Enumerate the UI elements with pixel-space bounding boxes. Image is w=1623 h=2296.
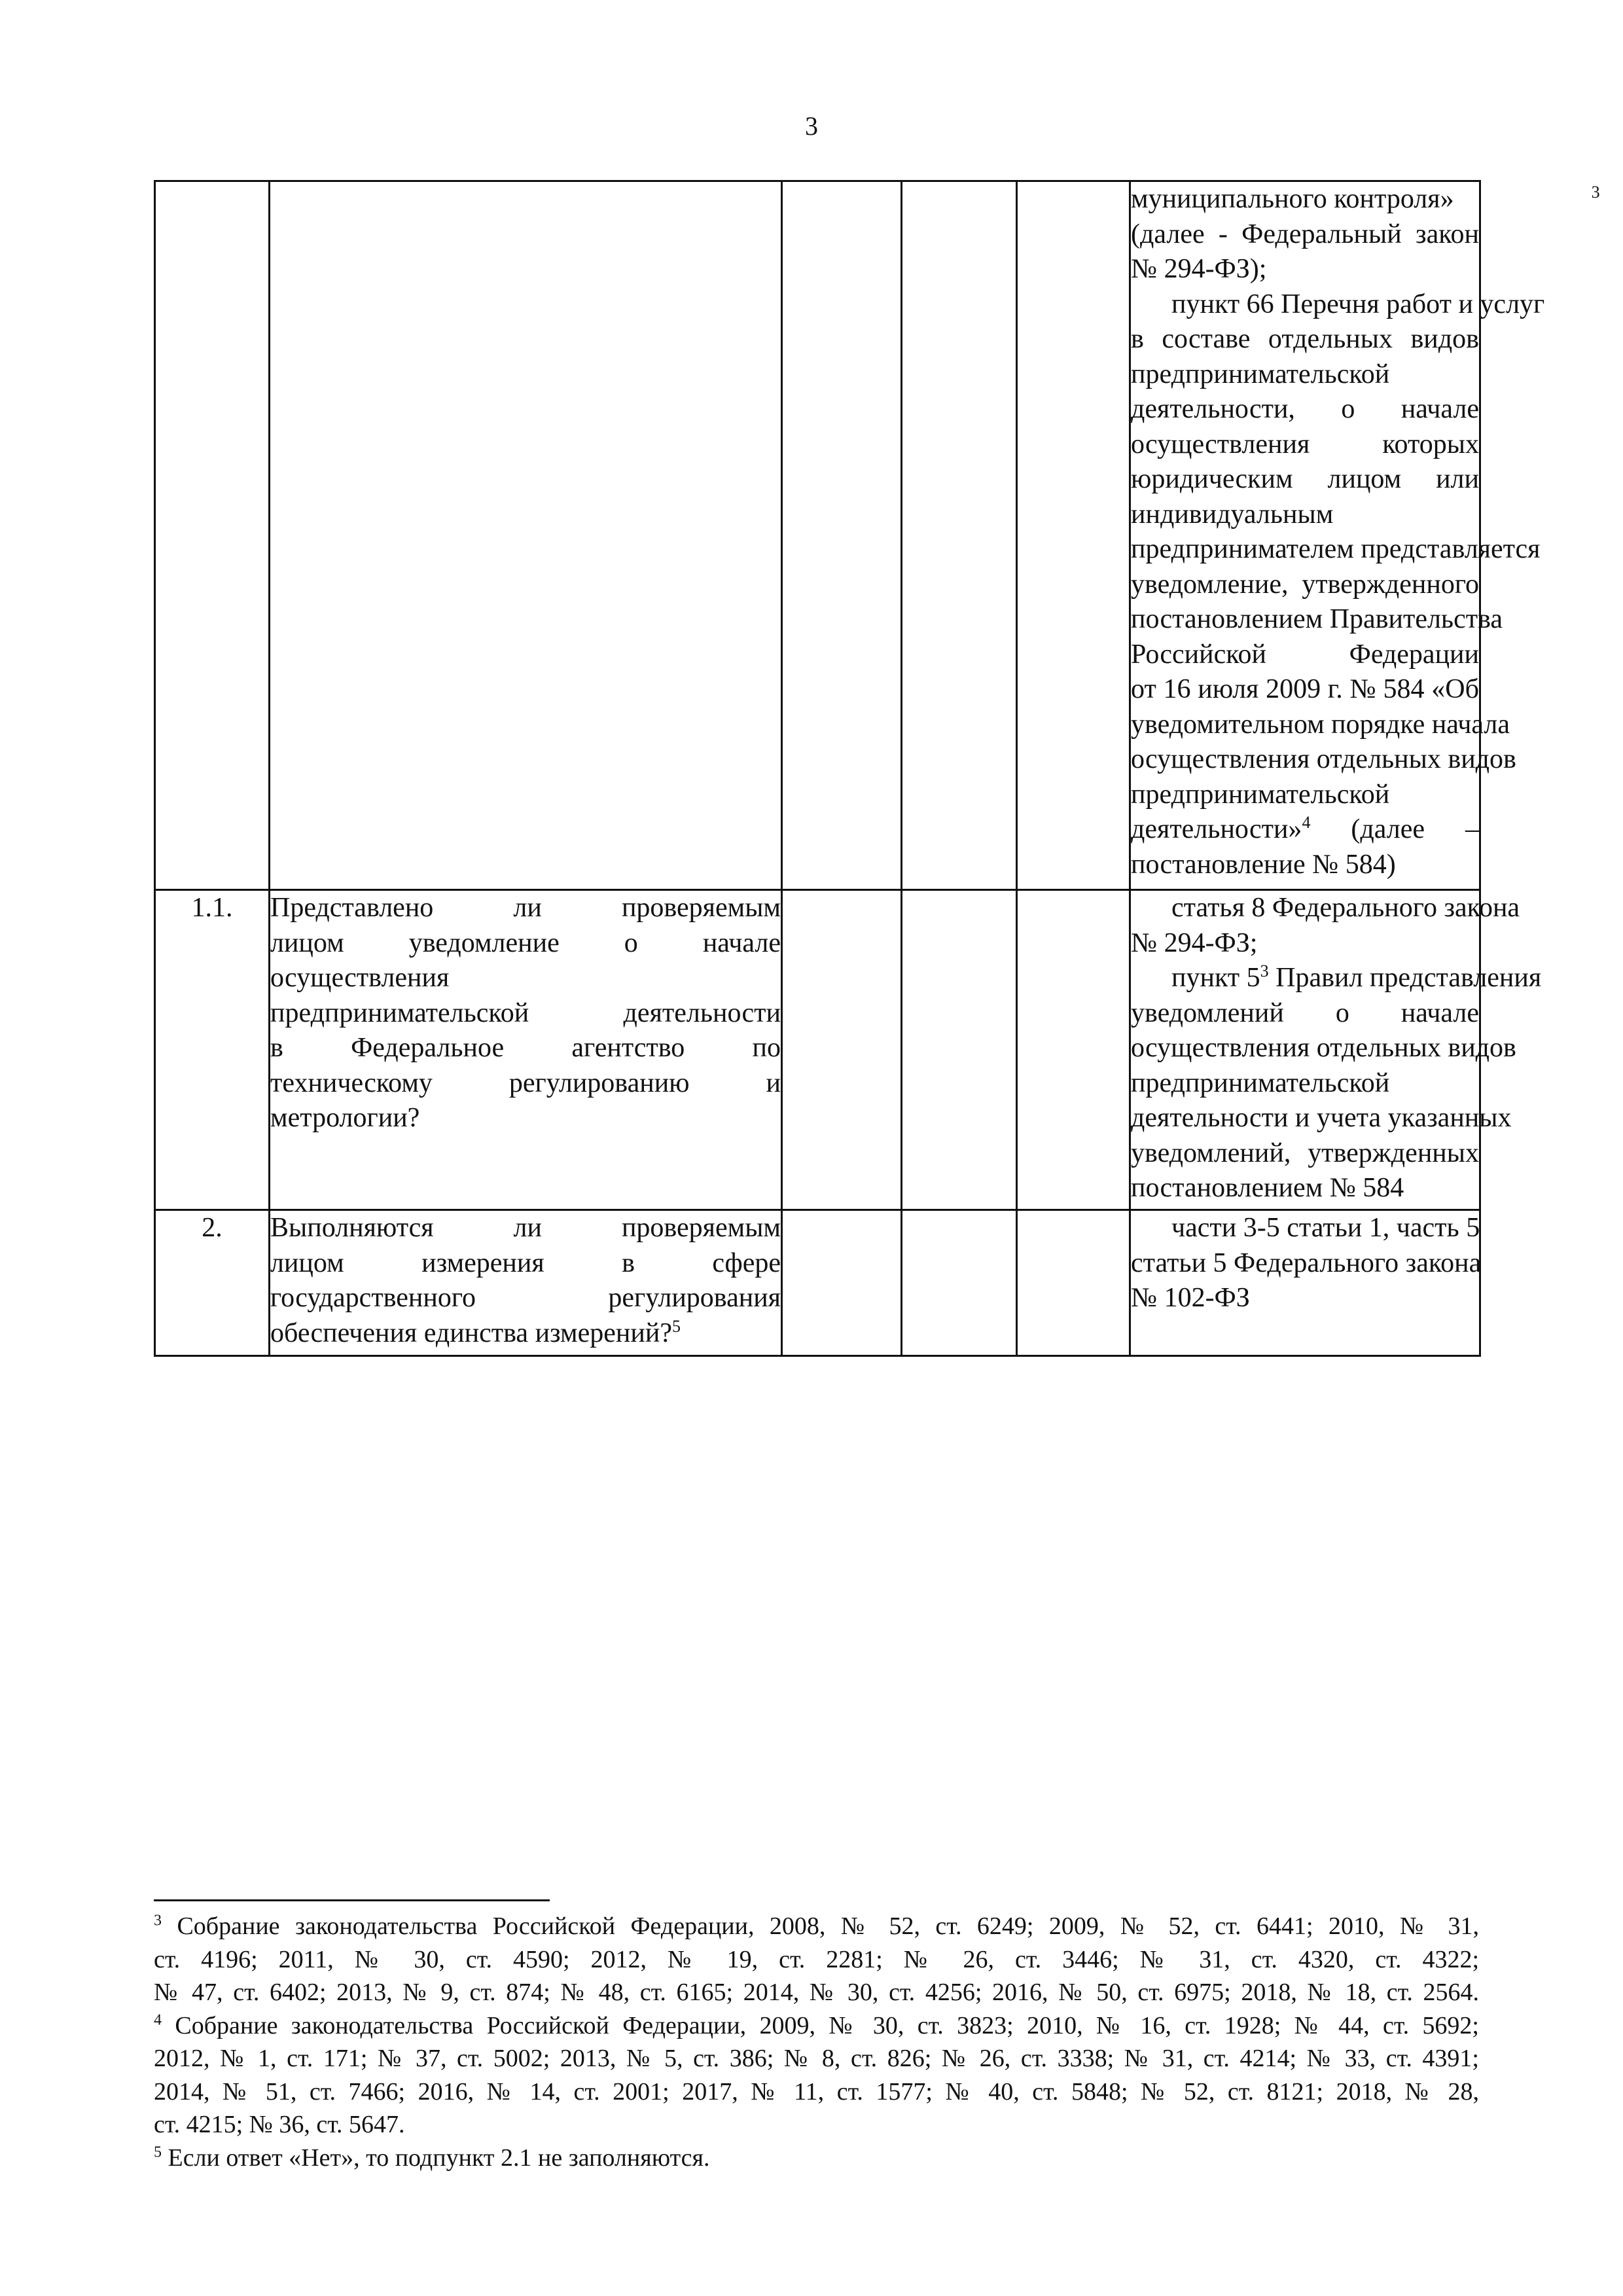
ref-line: уведомлений, утвержденных	[1131, 1138, 1479, 1168]
footnote-3-line: № 47, ст. 6402; 2013, № 9, ст. 874; № 48, ст. 6165; 2014, № 30, ст. 4256; 2016, № 50, ст. 6975; 2018, № 18, ст. 2564.	[154, 1979, 1479, 2006]
question-line: государственного регулирования	[270, 1283, 781, 1313]
legal-reference-cell	[1130, 890, 1542, 1210]
table-row	[155, 181, 1480, 890]
footnote-4: $^4$ Собрание законодательства Российской Федерации, 2009, № 30, ст. 3823; 2010, № 16, ст. 1928; № 44, ст. 5692;	[154, 2011, 1479, 2039]
page-number: 3	[805, 111, 818, 141]
answer-no-cell	[902, 1210, 1017, 1356]
ref-line: деятельности и учета указанных	[1131, 1103, 1512, 1133]
ref-line: постановление № 584)	[1131, 849, 1396, 880]
question-line: в Федеральное агентство по	[270, 1033, 781, 1063]
ref-line: (далее - Федеральный закон	[1131, 219, 1479, 249]
answer-yes-cell	[782, 890, 902, 1210]
ref-line: осуществления которых	[1131, 429, 1479, 459]
legal-reference-cell	[1130, 181, 1600, 890]
question-line: лицом измерения в сфере	[270, 1247, 781, 1278]
ref-line: в составе отдельных видов	[1131, 324, 1479, 354]
question-line: Представлено ли проверяемым	[270, 893, 781, 923]
question-line: осуществления	[270, 963, 450, 993]
ref-line: предпринимательской	[1131, 359, 1390, 389]
ref-line: части 3-5 статьи 1, часть 5	[1171, 1213, 1480, 1243]
answer-yes-cell	[782, 1210, 902, 1356]
ref-line: № 102-ФЗ	[1131, 1283, 1250, 1313]
row-number-cell	[155, 181, 270, 890]
ref-line: деятельности, о начале	[1131, 394, 1479, 424]
answer-no-cell	[902, 181, 1017, 890]
footnote-separator	[154, 1899, 550, 1901]
question-line: предпринимательской деятельности	[270, 997, 781, 1028]
footnote-5: $^5$ Если ответ «Нет», то подпункт 2.1 не заполняются.	[154, 2143, 710, 2172]
footnote-4-line: 2012, № 1, ст. 171; № 37, ст. 5002; 2013, № 5, ст. 386; № 8, ст. 826; № 26, ст. 3338; № 31, ст. 4214; № 33, ст. 4391;	[154, 2045, 1479, 2072]
ref-line: Российской Федерации	[1131, 639, 1479, 670]
ref-line: № 294-ФЗ;	[1131, 927, 1258, 958]
ref-line: уведомление, утвержденного	[1131, 569, 1479, 600]
ref-line: статьи 5 Федерального закона	[1131, 1247, 1482, 1278]
ref-line: статья 8 Федерального закона	[1171, 893, 1520, 923]
ref-line: муниципального контроля» $^3$	[1131, 183, 1600, 214]
row-number-cell: 1.1.	[155, 890, 270, 1210]
answer-na-cell	[1017, 1210, 1130, 1356]
question-cell	[270, 181, 782, 890]
ref-line: юридическим лицом или	[1131, 464, 1479, 494]
ref-line: № 294-ФЗ);	[1131, 254, 1267, 284]
ref-line: уведомительном порядке начала	[1131, 709, 1510, 740]
footnote-4-line: 2014, № 51, ст. 7466; 2016, № 14, ст. 2001; 2017, № 11, ст. 1577; № 40, ст. 5848; № 52, ст. 8121; 2018, № 28,	[154, 2077, 1479, 2106]
footnote-4-line: ст. 4215; № 36, ст. 5647.	[154, 2111, 405, 2138]
question-line: Выполняются ли проверяемым	[270, 1213, 781, 1243]
answer-yes-cell	[782, 181, 902, 890]
ref-line: пункт $5^3$ Правил представления	[1171, 961, 1542, 993]
table-row	[155, 890, 1480, 1210]
answer-na-cell	[1017, 890, 1130, 1210]
question-cell	[270, 890, 782, 1210]
ref-line: постановлением Правительства	[1131, 604, 1503, 634]
ref-line: предпринимательской	[1131, 1067, 1390, 1098]
footnote-3: $^3$ Собрание законодательства Российской Федерации, 2008, № 52, ст. 6249; 2009, № 52, ст. 6441; 2010, № 31,	[154, 1912, 1480, 1940]
table-row	[155, 1210, 1480, 1356]
ref-line: предпринимателем представляется	[1131, 534, 1541, 564]
ref-line: индивидуальным	[1131, 499, 1334, 529]
ref-line: уведомлений о начале	[1131, 997, 1479, 1028]
answer-na-cell	[1017, 181, 1130, 890]
legal-reference-cell	[1130, 1210, 1480, 1356]
footnotes	[154, 1910, 1479, 2174]
ref-line: осуществления отдельных видов	[1131, 744, 1516, 774]
question-line: обеспечения единства измерений?$^5$	[270, 1316, 681, 1348]
row-number-cell: 2.	[155, 1210, 270, 1356]
answer-no-cell	[902, 890, 1017, 1210]
checklist-table	[154, 180, 1600, 1357]
question-line: метрологии?	[270, 1103, 420, 1133]
question-line: лицом уведомление о начале	[270, 927, 781, 958]
ref-line: пункт 66 Перечня работ и услуг	[1171, 289, 1545, 319]
question-line: техническому регулированию и	[270, 1067, 781, 1098]
ref-line: от 16 июля 2009 г. № 584 «Об	[1131, 674, 1479, 704]
ref-line: осуществления отдельных видов	[1131, 1033, 1516, 1063]
ref-line: деятельности»$^4$ (далее –	[1131, 813, 1480, 844]
question-cell	[270, 1210, 782, 1356]
ref-line: предпринимательской	[1131, 779, 1390, 810]
footnote-3-line: ст. 4196; 2011, № 30, ст. 4590; 2012, № 19, ст. 2281; № 26, ст. 3446; № 31, ст. 4320, ст. 4322;	[154, 1945, 1479, 1973]
ref-line: постановлением № 584	[1131, 1173, 1404, 1203]
